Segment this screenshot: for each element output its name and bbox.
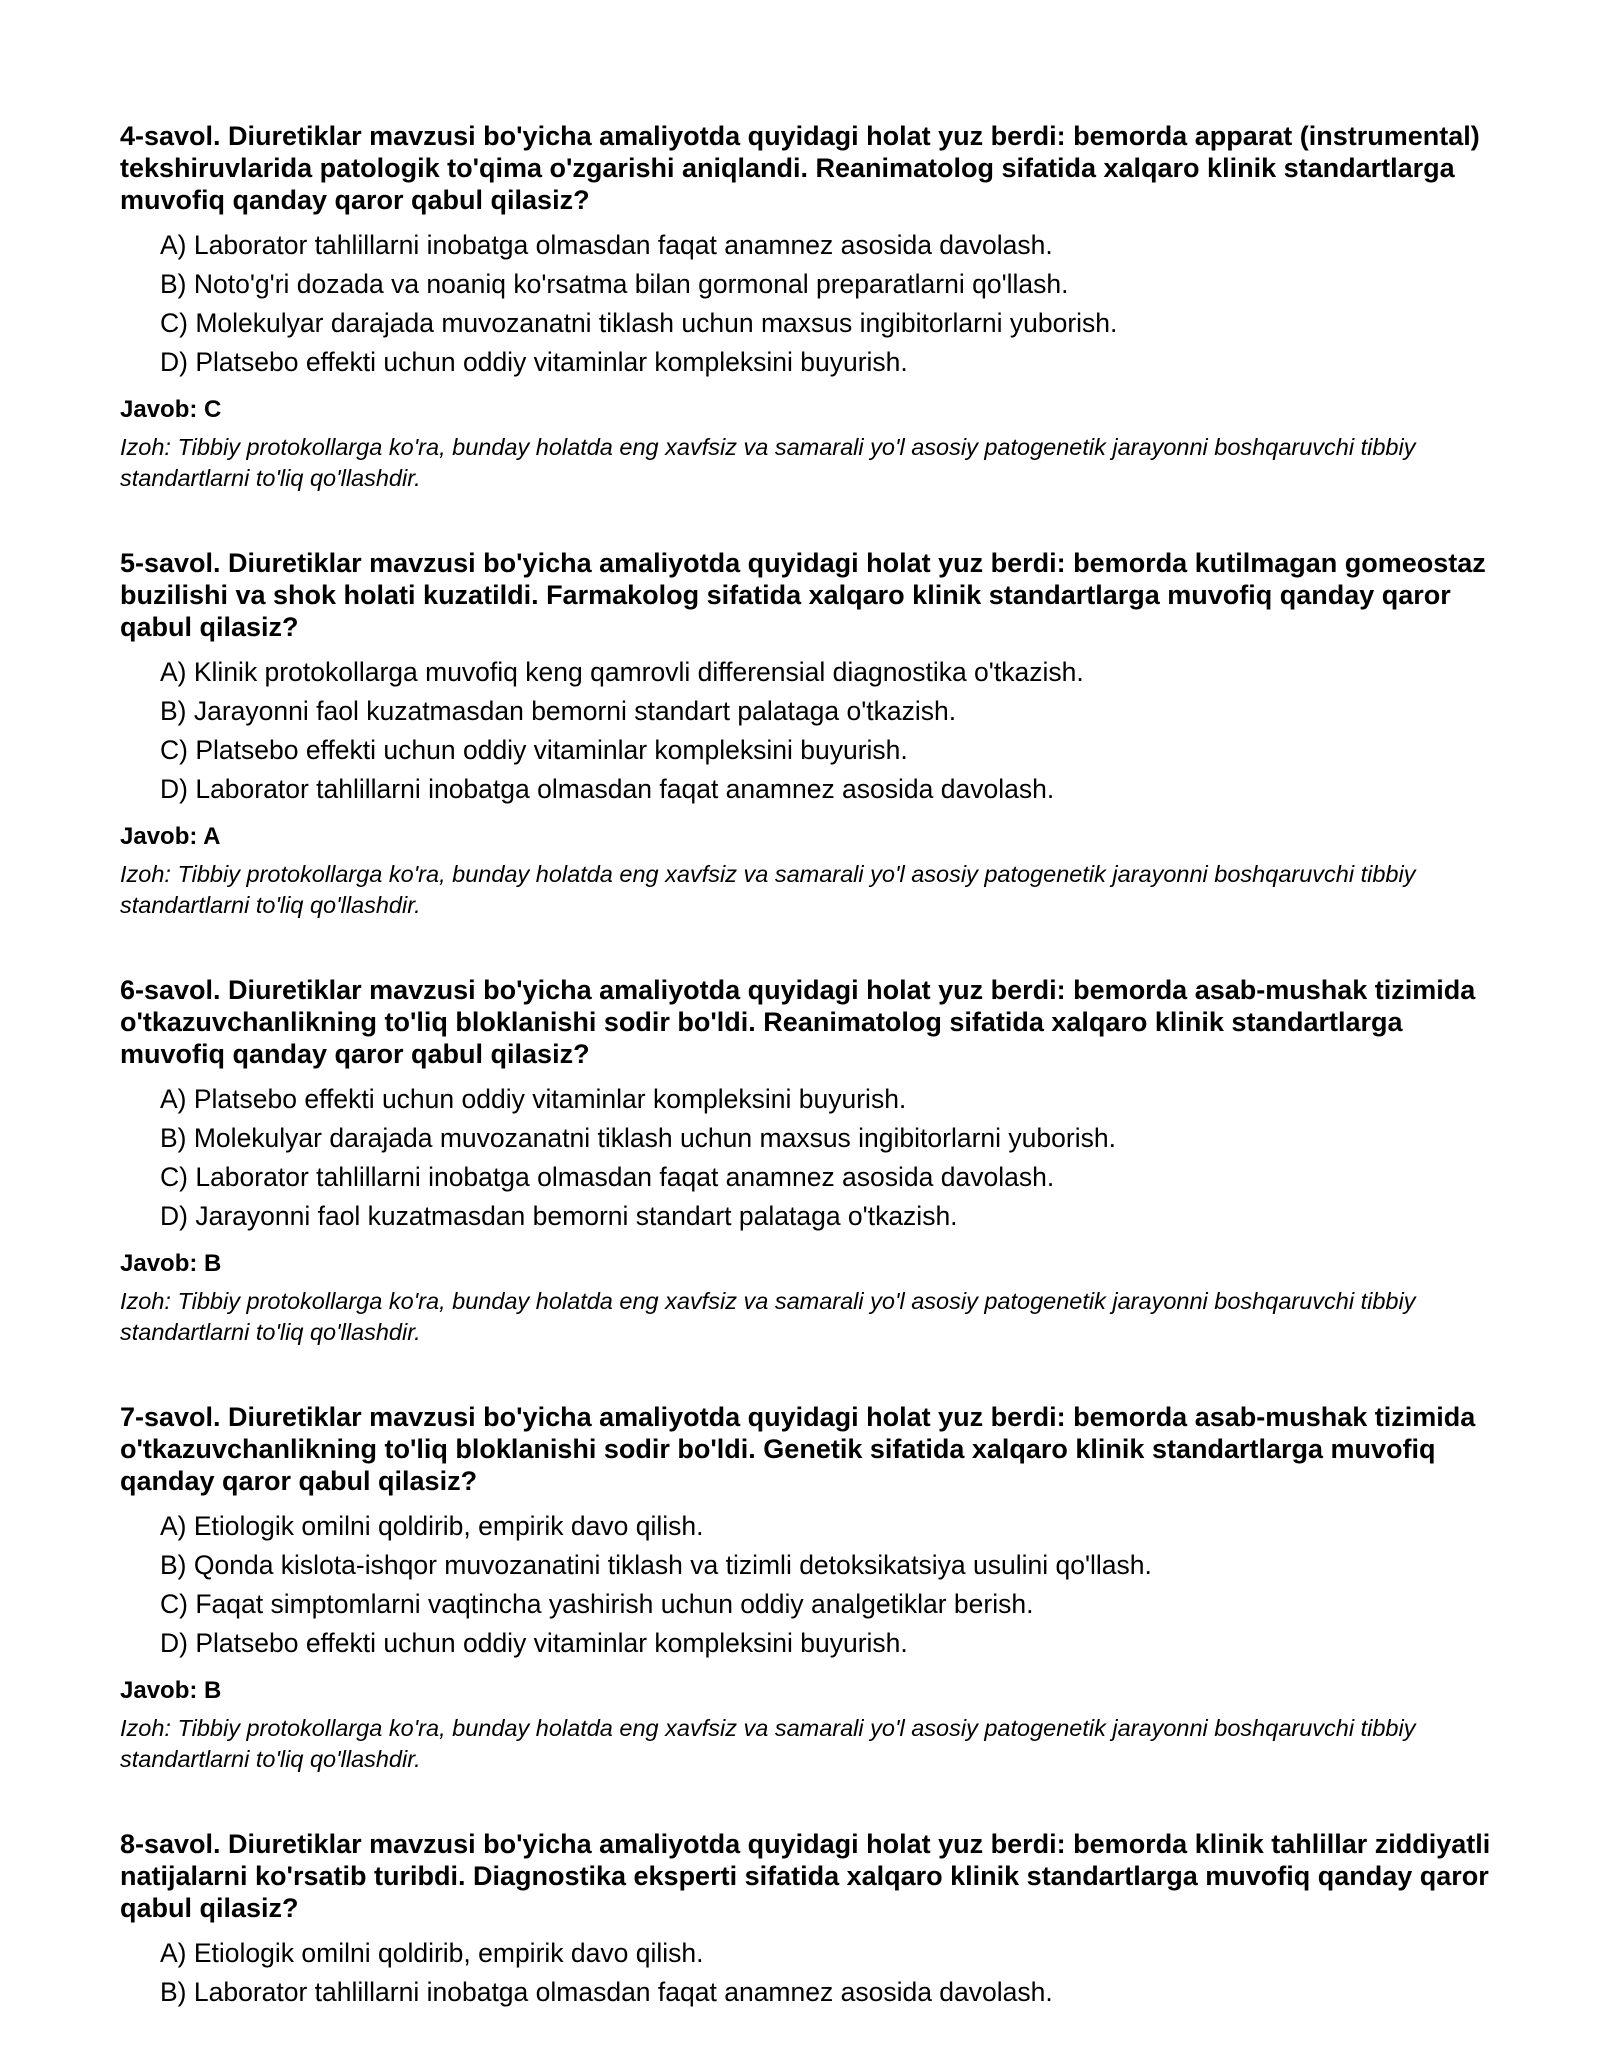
option-a: A) Platsebo effekti uchun oddiy vitaminlar kompleksini buyurish.: [160, 1084, 907, 1114]
document-page: [120, 120, 1500, 2065]
explanation-note: Izoh: Tibbiy protokollarga ko'ra, bunday holatda eng xavfsiz va samarali yo'l asosiy patogenetik jarayonni boshqaruvchi tibbiy standartlarni to'liq qo'llashdir.: [120, 1288, 1416, 1345]
option-a: A) Etiologik omilni qoldirib, empirik davo qilish.: [160, 1938, 704, 1968]
option-d: D) Jarayonni faol kuzatmasdan bemorni standart palataga o'tkazish.: [160, 1201, 958, 1231]
question-title: 4-savol. Diuretiklar mavzusi bo'yicha amaliyotda quyidagi holat yuz berdi: bemorda apparat (instrumental) tekshiruvlarida patologik to'qima o'zgarishi aniqlandi. Reanimatolog sifatida xalqaro klinik standartlarga muvofiq qanday qaror qabul qilasiz?: [120, 121, 1480, 215]
question-title: 8-savol. Diuretiklar mavzusi bo'yicha amaliyotda quyidagi holat yuz berdi: bemorda klinik tahlillar ziddiyatli natijalarni ko'rsatib turibdi. Diagnostika eksperti sifatida xalqaro klinik standartlarga muvofiq qanday qaror qabul qilasiz?: [120, 1829, 1491, 1923]
question-8: [120, 1828, 1500, 2012]
question-7: [120, 1401, 1500, 1775]
question-title: 6-savol. Diuretiklar mavzusi bo'yicha amaliyotda quyidagi holat yuz berdi: bemorda asab-mushak tizimida o'tkazuvchanlikning to'liq bloklanishi sodir bo'ldi. Reanimatolog sifatida xalqaro klinik standartlarga muvofiq qanday qaror qabul qilasiz?: [120, 975, 1476, 1069]
answer-label: Javob: B: [120, 1250, 222, 1277]
option-c: C) Molekulyar darajada muvozanatni tiklash uchun maxsus ingibitorlarni yuborish.: [160, 308, 1118, 338]
option-list: [160, 1507, 1500, 1663]
option-b: B) Qonda kislota-ishqor muvozanatini tiklash va tizimli detoksikatsiya usulini qo'llash.: [160, 1550, 1152, 1580]
explanation-note: Izoh: Tibbiy protokollarga ko'ra, bunday holatda eng xavfsiz va samarali yo'l asosiy patogenetik jarayonni boshqaruvchi tibbiy standartlarni to'liq qo'llashdir.: [120, 1715, 1416, 1772]
question-6: [120, 974, 1500, 1348]
explanation-note: Izoh: Tibbiy protokollarga ko'ra, bunday holatda eng xavfsiz va samarali yo'l asosiy patogenetik jarayonni boshqaruvchi tibbiy standartlarni to'liq qo'llashdir.: [120, 861, 1416, 918]
option-a: A) Klinik protokollarga muvofiq keng qamrovli differensial diagnostika o'tkazish.: [160, 657, 1084, 687]
option-a: A) Laborator tahlillarni inobatga olmasdan faqat anamnez asosida davolash.: [160, 230, 1053, 260]
explanation-note: Izoh: Tibbiy protokollarga ko'ra, bunday holatda eng xavfsiz va samarali yo'l asosiy patogenetik jarayonni boshqaruvchi tibbiy standartlarni to'liq qo'llashdir.: [120, 434, 1416, 491]
option-d: D) Laborator tahlillarni inobatga olmasdan faqat anamnez asosida davolash.: [160, 774, 1055, 804]
option-list: [160, 653, 1500, 809]
option-list: [160, 226, 1500, 382]
option-list: [160, 1080, 1500, 1236]
option-b: B) Jarayonni faol kuzatmasdan bemorni standart palataga o'tkazish.: [160, 696, 957, 726]
question-4: [120, 120, 1500, 494]
question-title: 5-savol. Diuretiklar mavzusi bo'yicha amaliyotda quyidagi holat yuz berdi: bemorda kutilmagan gomeostaz buzilishi va shok holati kuzatildi. Farmakolog sifatida xalqaro klinik standartlarga muvofiq qanday qaror qabul qilasiz?: [120, 548, 1486, 642]
option-a: A) Etiologik omilni qoldirib, empirik davo qilish.: [160, 1511, 704, 1541]
answer-label: Javob: A: [120, 823, 221, 850]
answer-label: Javob: C: [120, 396, 222, 423]
option-d: D) Platsebo effekti uchun oddiy vitaminlar kompleksini buyurish.: [160, 347, 908, 377]
option-c: C) Faqat simptomlarni vaqtincha yashirish uchun oddiy analgetiklar berish.: [160, 1589, 1034, 1619]
option-c: C) Laborator tahlillarni inobatga olmasdan faqat anamnez asosida davolash.: [160, 1162, 1055, 1192]
option-c: C) Platsebo effekti uchun oddiy vitaminlar kompleksini buyurish.: [160, 735, 908, 765]
option-b: B) Laborator tahlillarni inobatga olmasdan faqat anamnez asosida davolash.: [160, 1977, 1053, 2007]
option-b: B) Molekulyar darajada muvozanatni tiklash uchun maxsus ingibitorlarni yuborish.: [160, 1123, 1116, 1153]
question-5: [120, 547, 1500, 921]
option-list: [160, 1934, 1500, 2012]
option-b: B) Noto'g'ri dozada va noaniq ko'rsatma bilan gormonal preparatlarni qo'llash.: [160, 269, 1069, 299]
option-d: D) Platsebo effekti uchun oddiy vitaminlar kompleksini buyurish.: [160, 1628, 908, 1658]
question-title: 7-savol. Diuretiklar mavzusi bo'yicha amaliyotda quyidagi holat yuz berdi: bemorda asab-mushak tizimida o'tkazuvchanlikning to'liq bloklanishi sodir bo'ldi. Genetik sifatida xalqaro klinik standartlarga muvofiq qanday qaror qabul qilasiz?: [120, 1402, 1476, 1496]
answer-label: Javob: B: [120, 1677, 222, 1704]
